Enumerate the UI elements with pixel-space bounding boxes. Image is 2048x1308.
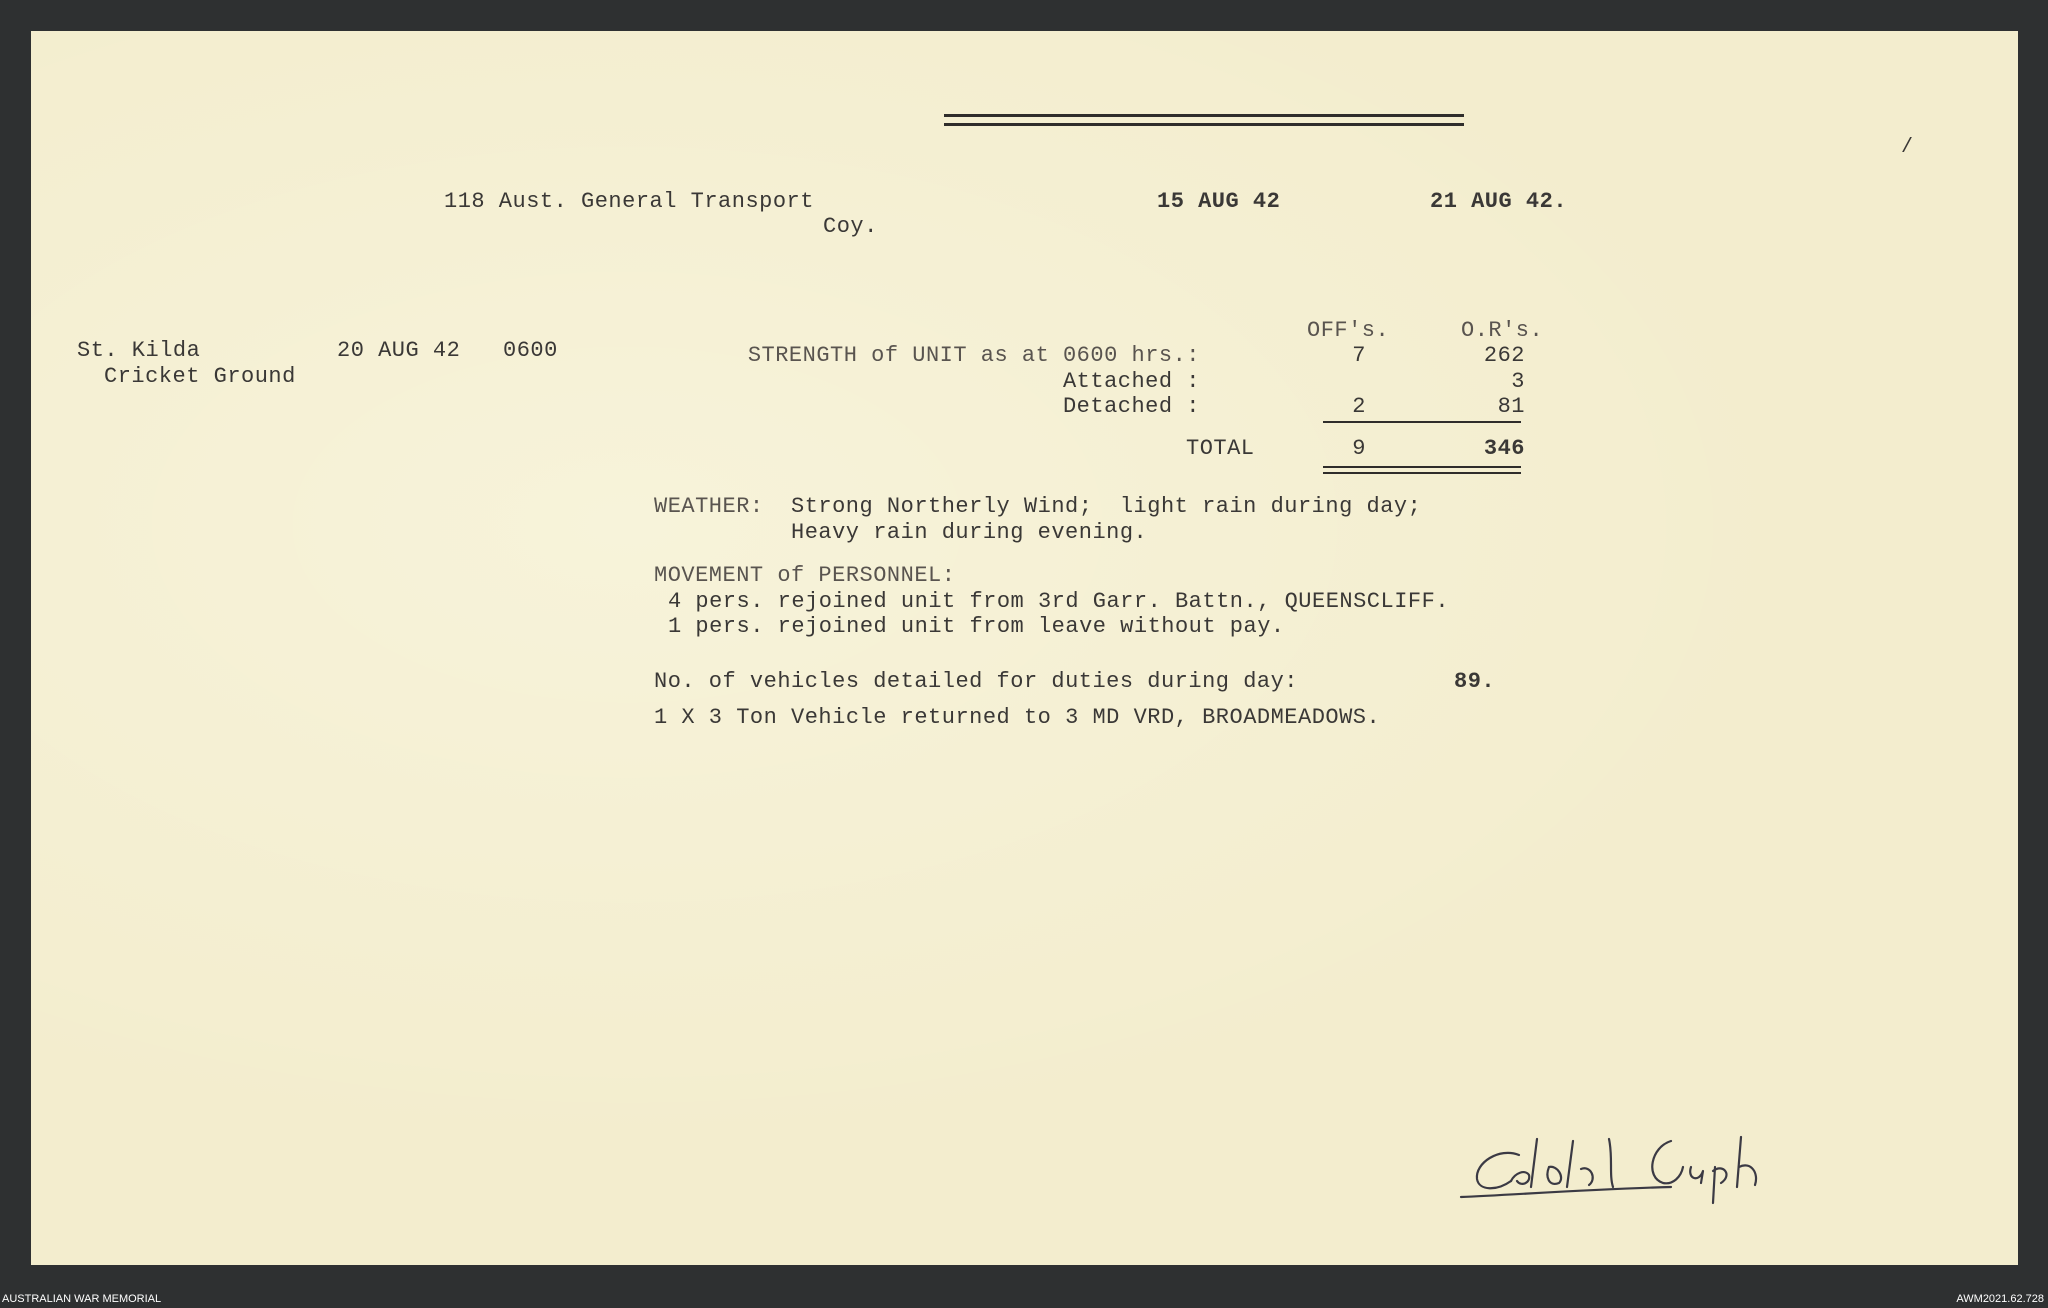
entry-date: 20 AUG 42 (337, 338, 461, 363)
signature (1441, 1117, 1901, 1207)
weather-line1: Strong Northerly Wind; light rain during day; (791, 494, 1422, 519)
detached-row-ors: 81 (1497, 394, 1525, 419)
header-rule-bottom (944, 123, 1464, 126)
col-header-offrs: OFF's. (1307, 318, 1390, 343)
strength-row-label: STRENGTH of UNIT as at 0600 hrs.: (747, 343, 1200, 368)
detached-row-label: Detached : (1062, 394, 1200, 419)
header-rule-top (944, 114, 1464, 117)
place-line1: St. Kilda (77, 338, 201, 363)
date-to: 21 AUG 42. (1430, 189, 1568, 214)
vehicles-detailed-count: 89. (1454, 669, 1496, 694)
movement-heading: MOVEMENT of PERSONNEL: (654, 563, 956, 588)
attached-row-ors: 3 (1511, 369, 1525, 394)
footer-accession-number: AWM2021.62.728 (1956, 1293, 2044, 1305)
place-line2: Cricket Ground (104, 364, 296, 389)
strength-row-offrs: 7 (1352, 343, 1366, 368)
strength-row-ors: 262 (1483, 343, 1525, 368)
movement-line1: 4 pers. rejoined unit from 3rd Garr. Battn., QUEENSCLIFF. (668, 589, 1450, 614)
total-rule-below-2 (1323, 472, 1521, 474)
weather-label: WEATHER: (654, 494, 764, 519)
vehicle-returned-note: 1 X 3 Ton Vehicle returned to 3 MD VRD, BROADMEADOWS. (654, 705, 1381, 730)
detached-row-offrs: 2 (1352, 394, 1366, 419)
weather-line2: Heavy rain during evening. (791, 520, 1148, 545)
entry-time: 0600 (503, 338, 558, 363)
total-rule-below-1 (1323, 466, 1521, 468)
col-header-ors: O.R's. (1461, 318, 1544, 343)
vehicles-detailed-label: No. of vehicles detailed for duties during day: (654, 669, 1299, 694)
document-sheet (31, 31, 2018, 1265)
total-label: TOTAL (1186, 436, 1255, 461)
footer-archive-name: AUSTRALIAN WAR MEMORIAL (2, 1293, 162, 1305)
attached-row-label: Attached : (1062, 369, 1200, 394)
date-from: 15 AUG 42 (1157, 189, 1281, 214)
unit-name-line1: 118 Aust. General Transport (444, 189, 814, 214)
total-ors: 346 (1483, 436, 1525, 461)
page-mark: / (1901, 136, 1914, 159)
movement-line2: 1 pers. rejoined unit from leave without pay. (668, 614, 1285, 639)
unit-name-line2: Coy. (823, 214, 878, 239)
total-rule-above (1323, 421, 1521, 423)
total-offrs: 9 (1352, 436, 1366, 461)
